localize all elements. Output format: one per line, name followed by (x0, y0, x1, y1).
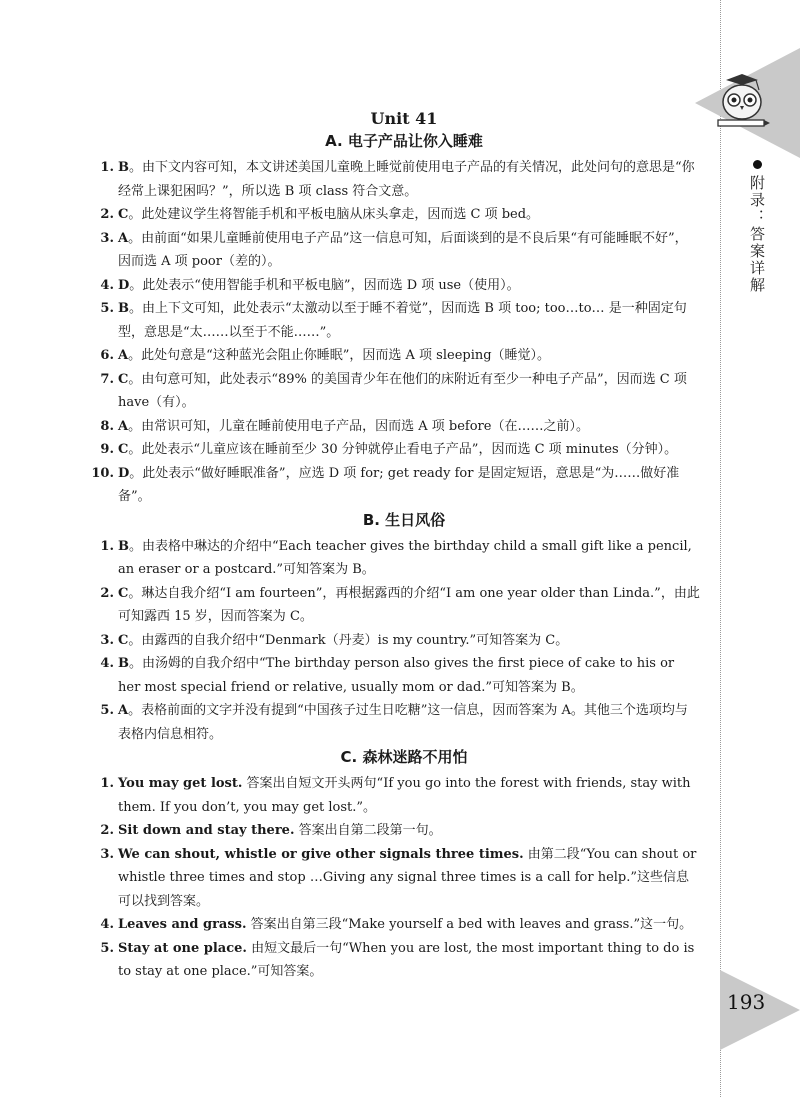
list-item (88, 629, 700, 653)
item-number: 4. (100, 277, 114, 293)
item-number: 5. (100, 301, 114, 316)
answer-content (88, 108, 700, 984)
list-item (88, 438, 700, 462)
item-number: 2. (100, 823, 114, 838)
list-item (88, 368, 700, 415)
answer-key: C (118, 207, 129, 222)
explanation: 。由下文内容可知，本文讲述美国儿童晚上睡觉前使用电子产品的有关情况，此处问句的意思是“你经常上课犯困吗？”，所以选 B 项 class 符合文意。 (118, 160, 695, 199)
explanation: 。此处表示“儿童应该在睡前至少 30 分钟就停止看电子产品”，因而选 C 项 minutes（分钟）。 (128, 442, 678, 457)
item-number: 2. (100, 585, 114, 601)
explanation: 由第二段“You can shout or whistle three times and stop …Giving any signal three times is a call for help.”这些信息可以找到答案。 (118, 846, 697, 909)
item-number: 7. (100, 371, 114, 387)
list-item (88, 344, 700, 368)
explanation: 。此处句意是“这种蓝光会阻止你睡眠”，因而选 A 项 sleeping（睡觉）。 (128, 348, 551, 363)
explanation: 。表格前面的文字并没有提到“中国孩子过生日吃糖”这一信息，因而答案为 A。其他三个选项均与表格内信息相符。 (118, 703, 688, 742)
answer-key: B (118, 301, 129, 316)
list-item (88, 652, 700, 699)
explanation: 。由常识可知，儿童在睡前使用电子产品，因而选 A 项 before（在……之前）。 (128, 418, 589, 434)
explanation: 。由汤姆的自我介绍中“The birthday person also gives the first piece of cake to his or her most special friend or relative, usually mom or dad.”可知答案为 B。 (118, 656, 675, 695)
list-item (88, 843, 700, 914)
list-item (88, 415, 700, 439)
unit-title: Unit 41 (370, 109, 438, 128)
appendix-side-label (740, 160, 768, 294)
page-number: 193 (727, 990, 766, 1014)
explanation: 。由上下文可知，此处表示“太激动以至于睡不着觉”，因而选 B 项 too; too…to… 是一种固定句型，意思是“太……以至于不能……”。 (118, 301, 687, 340)
section-c-list (88, 772, 700, 984)
answer-key: A (118, 418, 129, 434)
answer-key: C (118, 632, 129, 648)
explanation: 。此处建议学生将智能手机和平板电脑从床头拿走，因而选 C 项 bed。 (128, 207, 540, 222)
explanation: 。由前面“如果儿童睡前使用电子产品”这一信息可知，后面谈到的是不良后果“有可能睡眠不好”，因而选 A 项 poor（差的）。 (118, 230, 688, 269)
list-item (88, 156, 700, 203)
answer-key: C (118, 585, 129, 601)
answer-key: You may get lost. (118, 776, 243, 791)
list-item (88, 937, 700, 984)
answer-key: C (118, 442, 129, 457)
item-number: 3. (100, 846, 114, 862)
item-number: 4. (100, 917, 114, 932)
explanation: 。由露西的自我介绍中“Denmark（丹麦）is my country.”可知答案为 C。 (128, 632, 569, 648)
explanation: 。由句意可知，此处表示“89% 的美国青少年在他们的床附近有至少一种电子产品”，因而选 C 项 have（有）。 (118, 371, 687, 410)
list-item (88, 699, 700, 746)
bullet-dot-icon (753, 160, 762, 169)
margin-dotted-line (720, 0, 721, 1097)
list-item (88, 274, 700, 298)
item-number: 9. (100, 442, 114, 457)
answer-key: B (118, 656, 129, 671)
list-item (88, 297, 700, 344)
answer-key: C (118, 371, 129, 387)
item-number: 5. (100, 940, 114, 956)
explanation: 由短文最后一句“When you are lost, the most important thing to do is to stay at one place.”可知答案。 (118, 940, 695, 979)
list-item (88, 772, 700, 819)
item-number: 3. (100, 230, 114, 246)
explanation: 。由表格中琳达的介绍中“Each teacher gives the birthday child a small gift like a pencil, an eraser or a postcard.”可知答案为 B。 (118, 538, 692, 577)
item-number: 1. (100, 776, 114, 791)
answer-key: B (118, 538, 129, 554)
answer-key: D (118, 465, 130, 481)
explanation: 答案出自短文开头两句“If you go into the forest with friends, stay with them. If you don’t, you may get lost.”。 (118, 776, 691, 815)
item-number: 2. (100, 207, 114, 222)
answer-key: D (118, 277, 130, 293)
item-number: 5. (100, 703, 114, 718)
explanation: 答案出自第三段“Make yourself a bed with leaves and grass.”这一句。 (246, 917, 693, 932)
answer-key: B (118, 160, 129, 175)
list-item (88, 462, 700, 509)
answer-key: Sit down and stay there. (118, 823, 295, 838)
section-a-list (88, 156, 700, 509)
list-item (88, 582, 700, 629)
explanation: 。此处表示“使用智能手机和平板电脑”，因而选 D 项 use（使用）。 (129, 277, 520, 293)
item-number: 6. (100, 348, 114, 363)
section-title-a: A. 电子产品让你入睡难 (325, 132, 483, 150)
list-item (88, 535, 700, 582)
list-item (88, 227, 700, 274)
list-item (88, 819, 700, 843)
section-title-c: C. 森林迷路不用怕 (340, 748, 468, 766)
item-number: 1. (100, 538, 114, 554)
answer-key: A (118, 348, 129, 363)
owl-mascot-icon (712, 72, 772, 134)
answer-key: We can shout, whistle or give other signals three times. (118, 846, 524, 862)
answer-key: Stay at one place. (118, 940, 247, 956)
item-number: 1. (100, 160, 114, 175)
item-number: 4. (100, 656, 114, 671)
item-number: 3. (100, 632, 114, 648)
list-item (88, 203, 700, 227)
answer-key: Leaves and grass. (118, 917, 247, 932)
explanation: 。琳达自我介绍“I am fourteen”，再根据露西的介绍“I am one year older than Linda.”，由此可知露西 15 岁，因而答案为 C。 (118, 585, 700, 624)
section-title-b: B. 生日风俗 (362, 510, 446, 529)
explanation: 答案出自第二段第一句。 (294, 823, 442, 838)
side-label-text: 附录：答案详解 (748, 175, 766, 294)
item-number: 10. (91, 465, 114, 481)
answer-key: A (118, 703, 129, 718)
item-number: 8. (100, 418, 114, 434)
explanation: 。此处表示“做好睡眠准备”，应选 D 项 for; get ready for 是固定短语，意思是“为……做好准备”。 (118, 465, 680, 504)
section-b-list (88, 535, 700, 747)
answer-key: A (118, 230, 129, 246)
list-item (88, 913, 700, 937)
